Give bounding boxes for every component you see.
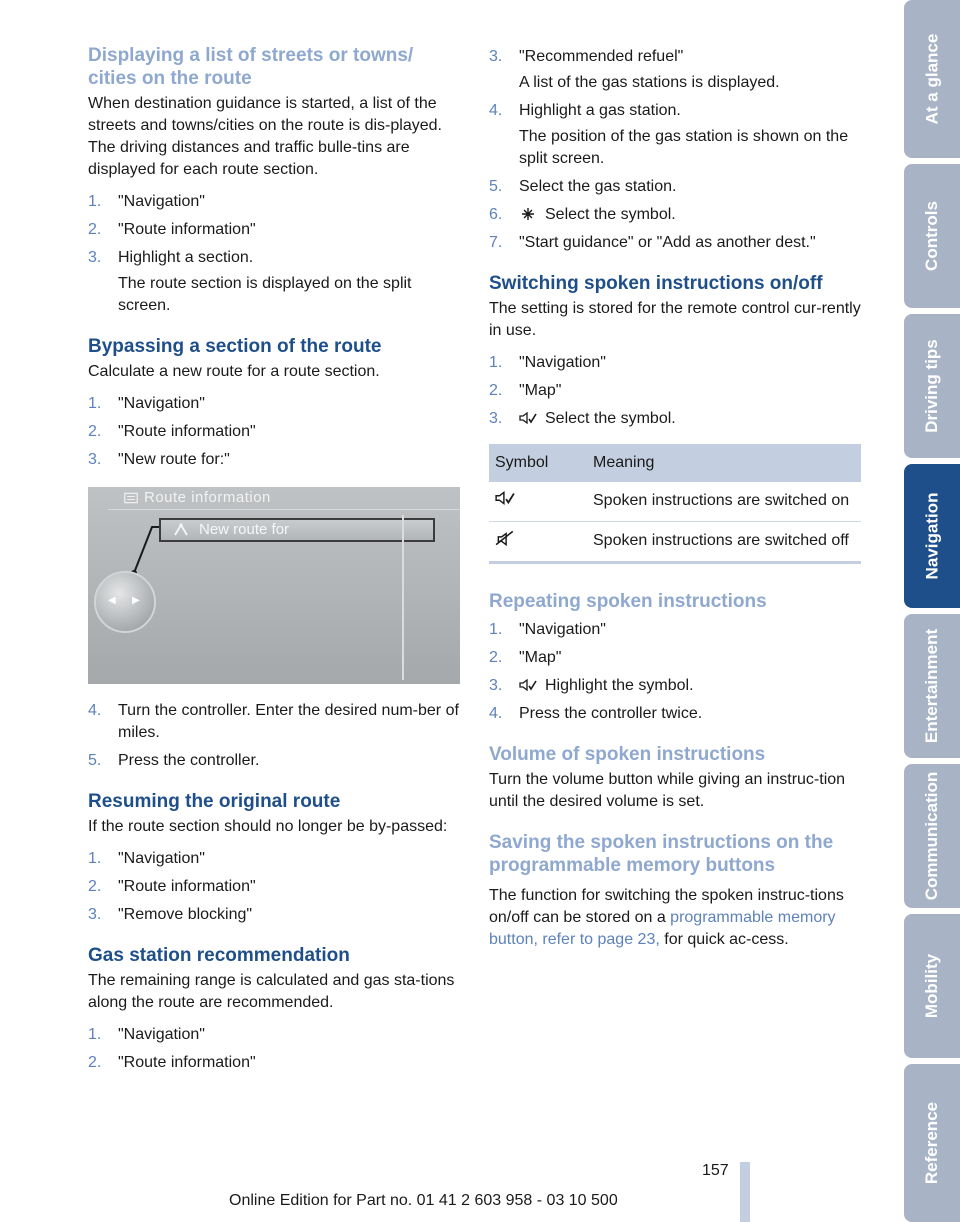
arrow-left-icon: ◀: [108, 595, 116, 606]
page-reference-link[interactable]: programmable memory button, refer to page 23,: [489, 909, 836, 948]
table-header-meaning: Meaning: [587, 444, 861, 482]
controller-knob: [94, 571, 156, 633]
list-item: 1. "Navigation": [489, 621, 606, 638]
heading-resume: Resuming the original route: [88, 791, 341, 812]
list-item: 3. Highlight the symbol.: [489, 677, 694, 694]
scroll-track: [402, 515, 416, 680]
list-item: 2. "Route information": [88, 423, 256, 440]
list-item: 2. "Route information": [88, 878, 256, 895]
list-item: 3. Highlight a section. The route section is displayed on the split screen.: [88, 249, 412, 314]
tab-communication[interactable]: Communication: [904, 764, 960, 908]
list-item: 3. "Remove blocking": [88, 906, 253, 923]
speaker-check-icon: [519, 411, 537, 425]
steps-list: [489, 46, 861, 254]
list-item: 1. "Navigation": [88, 193, 205, 210]
paragraph: The setting is stored for the remote control cur-rently in use.: [489, 300, 861, 339]
paragraph: Calculate a new route for a route section.: [88, 363, 380, 380]
heading-spoken-on-off: Switching spoken instructions on/off: [489, 273, 823, 294]
list-item: 3. Select the symbol.: [489, 410, 676, 427]
steps-list: [88, 700, 460, 772]
speaker-on-icon: [495, 490, 515, 506]
list-item: 3. "Recommended refuel" A list of the gas stations is displayed.: [489, 48, 780, 91]
tab-at-a-glance[interactable]: At a glance: [904, 0, 960, 158]
list-item: 2. "Route information": [88, 1054, 256, 1071]
paragraph: Turn the volume button while giving an instruc-tion until the desired volume is set.: [489, 771, 846, 810]
gas-pump-arrows-icon: [519, 207, 537, 221]
list-item: 1. "Navigation": [88, 1026, 205, 1043]
page-number: 157: [702, 1162, 729, 1179]
list-item: 5. Select the gas station.: [489, 178, 677, 195]
table-cell-symbol: [489, 482, 587, 522]
list-item: 6. Select the symbol.: [489, 206, 676, 223]
speaker-check-icon: [519, 678, 537, 692]
steps-list: [489, 352, 861, 430]
paragraph: When destination guidance is started, a list of the streets and towns/cities on the route is dis-played. The driving distances and traffic bulle-tins are displayed for each route section.: [88, 95, 442, 178]
list-item: 1. "Navigation": [88, 850, 205, 867]
screen-header: Route information: [124, 489, 271, 506]
arrow-right-icon: ▶: [132, 595, 140, 606]
page-marker: [740, 1162, 750, 1222]
route-info-icon: [124, 492, 138, 504]
heading-gas-station: Gas station recommendation: [88, 945, 350, 966]
list-item: 4. Press the controller twice.: [489, 705, 703, 722]
table-cell-meaning: Spoken instructions are switched off: [587, 522, 861, 563]
steps-list: [88, 191, 460, 317]
heading-repeating: Repeating spoken instructions: [489, 591, 767, 612]
list-item: 2. "Map": [489, 649, 562, 666]
table-cell-meaning: Spoken instructions are switched on: [587, 482, 861, 522]
paragraph: The function for switching the spoken instruc-tions on/off can be stored on a programmable memory button, refer to page 23, for quick ac-cess.: [489, 887, 844, 948]
list-item: 2. "Route information": [88, 221, 256, 238]
tab-mobility[interactable]: Mobility: [904, 914, 960, 1058]
paragraph: If the route section should no longer be by-passed:: [88, 818, 448, 835]
tab-controls[interactable]: Controls: [904, 164, 960, 308]
heading-streets-list: Displaying a list of streets or towns/ cities on the route: [88, 45, 414, 89]
list-item: 7. "Start guidance" or "Add as another dest.": [489, 234, 816, 251]
list-item: 4. Highlight a gas station. The position of the gas station is shown on the split screen.: [489, 102, 849, 167]
list-item: 2. "Map": [489, 382, 562, 399]
heading-volume: Volume of spoken instructions: [489, 744, 766, 765]
tab-navigation[interactable]: Navigation: [904, 464, 960, 608]
steps-list: [88, 1024, 460, 1074]
table-cell-symbol: [489, 522, 587, 563]
speaker-off-icon: [495, 530, 515, 546]
list-item: 1. "Navigation": [88, 395, 205, 412]
steps-list: [489, 619, 861, 725]
paragraph: The remaining range is calculated and gas sta-tions along the route are recommended.: [88, 972, 455, 1011]
menu-item-new-route[interactable]: New route for: [159, 518, 435, 542]
steps-list: [88, 393, 460, 471]
symbol-table: [489, 444, 861, 564]
footer-text: Online Edition for Part no. 01 41 2 603 958 - 03 10 500: [229, 1192, 618, 1209]
tab-driving-tips[interactable]: Driving tips: [904, 314, 960, 458]
heading-bypass: Bypassing a section of the route: [88, 336, 382, 357]
tab-entertainment[interactable]: Entertainment: [904, 614, 960, 758]
divider: [108, 509, 460, 510]
table-header-symbol: Symbol: [489, 444, 587, 482]
table-row: [489, 482, 861, 522]
steps-list: [88, 848, 460, 926]
table-row: [489, 522, 861, 563]
list-item: 1. "Navigation": [489, 354, 606, 371]
left-column: [88, 44, 460, 1080]
heading-saving: Saving the spoken instructions on the programmable memory buttons: [489, 832, 834, 876]
idrive-screen-image: [88, 487, 460, 684]
chapter-tabs: [900, 0, 960, 1222]
list-item: 4. Turn the controller. Enter the desired num-ber of miles.: [88, 702, 459, 741]
detour-icon: [173, 523, 191, 537]
right-column: [489, 44, 861, 951]
tab-reference[interactable]: Reference: [904, 1064, 960, 1222]
list-item: 5. Press the controller.: [88, 752, 260, 769]
list-item: 3. "New route for:": [88, 451, 230, 468]
